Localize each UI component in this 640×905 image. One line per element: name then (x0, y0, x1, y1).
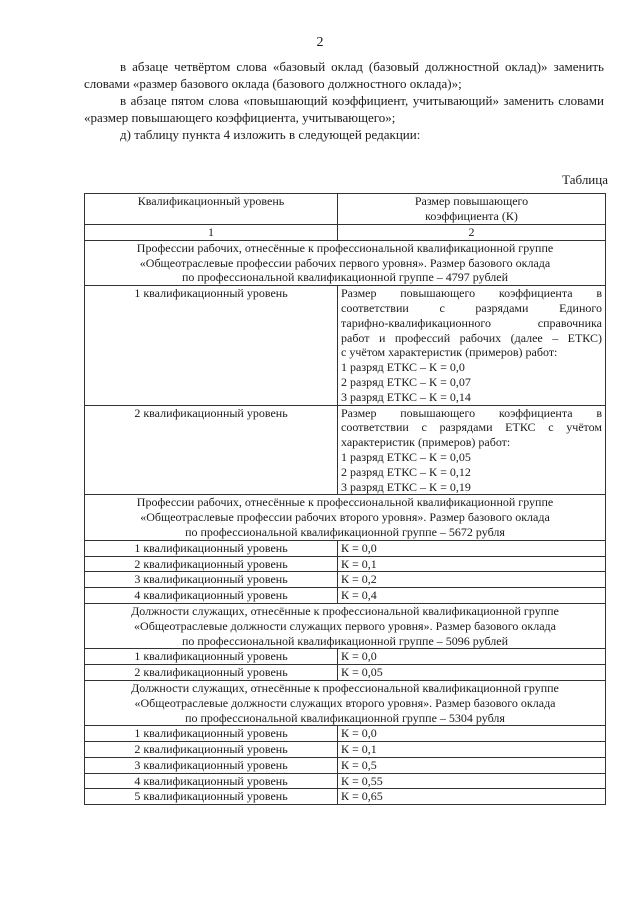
intro-paragraph-1: в абзаце четвёртом слова «базовый оклад (базовый должностной оклад)» заменить словами «размер базового оклада (базового должностного оклада)»; (84, 59, 604, 91)
group-title-line: по профессиональной квалификационной группе – 5304 рубля (185, 710, 505, 725)
group-title-line: по профессиональной квалификационной группе – 5672 рубля (185, 524, 505, 539)
level-cell: 1 квалификационный уровень (85, 540, 338, 556)
coefficient-description (338, 405, 606, 495)
level-cell: 2 квалификационный уровень (85, 405, 338, 495)
group-title-row (85, 680, 606, 725)
description-line: характеристик (примеров) работ: (341, 435, 511, 450)
description-line: Размер повышающего коэффициента в (341, 405, 602, 420)
group-1-title (85, 240, 606, 285)
coefficient-cell: К = 0,0 (338, 726, 606, 742)
table-header-row (85, 194, 606, 225)
group-title-line: «Общеотраслевые профессии рабочих первого уровня». Размер базового оклада (139, 255, 551, 270)
group-title-line: «Общеотраслевые должности служащих второго уровня». Размер базового оклада (134, 695, 556, 710)
level-cell: 3 квалификационный уровень (85, 757, 338, 773)
coefficient-table (84, 193, 606, 805)
description-line: 3 разряд ЕТКС – К = 0,19 (341, 479, 471, 494)
group-title-line: Профессии рабочих, отнесённые к профессиональной квалификационной группе (136, 240, 554, 255)
group-title-row (85, 603, 606, 648)
description-line: работ и профессий рабочих (далее – ЕТКС) (341, 330, 602, 345)
coefficient-cell: К = 0,2 (338, 572, 606, 588)
coefficient-cell: К = 0,65 (338, 789, 606, 805)
level-cell: 4 квалификационный уровень (85, 773, 338, 789)
level-cell: 3 квалификационный уровень (85, 572, 338, 588)
header-coefficient-line-1: Размер повышающего (414, 194, 529, 208)
table-column-numbers-row (85, 225, 606, 241)
table-row (85, 757, 606, 773)
description-line: 3 разряд ЕТКС – К = 0,14 (341, 389, 471, 404)
group-title-line: Должности служащих, отнесённые к профессиональной квалификационной группе (131, 680, 559, 695)
table-row (85, 773, 606, 789)
level-cell: 5 квалификационный уровень (85, 789, 338, 805)
group-title-row (85, 495, 606, 540)
table-row (85, 540, 606, 556)
page-number: 2 (316, 35, 324, 50)
coefficient-cell: К = 0,0 (338, 649, 606, 665)
coefficient-cell: К = 0,5 (338, 757, 606, 773)
coefficient-cell: К = 0,1 (338, 742, 606, 758)
description-line: 1 разряд ЕТКС – К = 0,0 (341, 360, 465, 375)
description-line: 1 разряд ЕТКС – К = 0,05 (341, 449, 471, 464)
header-level: Квалификационный уровень (85, 194, 338, 225)
header-coefficient (338, 194, 606, 225)
group-title-line: по профессиональной квалификационной группе – 4797 рублей (181, 270, 509, 285)
level-cell: 2 квалификационный уровень (85, 742, 338, 758)
intro-paragraph-3: д) таблицу пункта 4 изложить в следующей редакции: (120, 127, 421, 142)
level-cell: 2 квалификационный уровень (85, 556, 338, 572)
description-line: 2 разряд ЕТКС – К = 0,12 (341, 464, 471, 479)
column-number-1: 1 (85, 225, 338, 241)
group-2-title (85, 495, 606, 540)
column-number-2: 2 (338, 225, 606, 241)
table-row (85, 588, 606, 604)
coefficient-cell: К = 0,1 (338, 556, 606, 572)
group-title-line: «Общеотраслевые профессии рабочих второго уровня». Размер базового оклада (140, 510, 550, 525)
group-title-line: по профессиональной квалификационной группе – 5096 рублей (181, 633, 509, 648)
level-cell: 1 квалификационный уровень (85, 286, 338, 405)
table-row (85, 572, 606, 588)
description-line: 2 разряд ЕТКС – К = 0,07 (341, 374, 471, 389)
description-line: тарифно-квалификационного справочника (341, 315, 602, 330)
table-row (85, 286, 606, 405)
table-row (85, 405, 606, 495)
level-cell: 2 квалификационный уровень (85, 665, 338, 681)
group-3-title (85, 603, 606, 648)
group-4-title (85, 680, 606, 725)
table-row (85, 789, 606, 805)
description-line: с учётом характеристик (примеров) работ: (341, 345, 558, 360)
coefficient-cell: К = 0,0 (338, 540, 606, 556)
level-cell: 1 квалификационный уровень (85, 649, 338, 665)
level-cell: 4 квалификационный уровень (85, 588, 338, 604)
table-row (85, 742, 606, 758)
table-row (85, 726, 606, 742)
group-title-line: Профессии рабочих, отнесённые к профессиональной квалификационной группе (136, 495, 554, 510)
group-title-line: Должности служащих, отнесённые к профессиональной квалификационной группе (131, 603, 559, 618)
coefficient-description (338, 286, 606, 405)
table-row (85, 649, 606, 665)
group-title-row (85, 240, 606, 285)
table-caption: Таблица (562, 172, 608, 187)
coefficient-cell: К = 0,55 (338, 773, 606, 789)
description-line: Размер повышающего коэффициента в (341, 286, 602, 301)
coefficient-cell: К = 0,05 (338, 665, 606, 681)
table-row (85, 556, 606, 572)
intro-paragraph-2: в абзаце пятом слова «повышающий коэффициент, учитывающий» заменить словами «размер повышающего коэффициента, учитывающего»; (84, 93, 604, 125)
table-row (85, 665, 606, 681)
intro-text (84, 58, 604, 143)
level-cell: 1 квалификационный уровень (85, 726, 338, 742)
description-line: соответствии с разрядами Единого (341, 300, 602, 315)
description-line: соответствии с разрядами ЕТКС с учётом (341, 420, 602, 435)
header-coefficient-line-2: коэффициента (К) (425, 208, 518, 223)
coefficient-cell: К = 0,4 (338, 588, 606, 604)
group-title-line: «Общеотраслевые должности служащих первого уровня». Размер базового оклада (134, 618, 556, 633)
